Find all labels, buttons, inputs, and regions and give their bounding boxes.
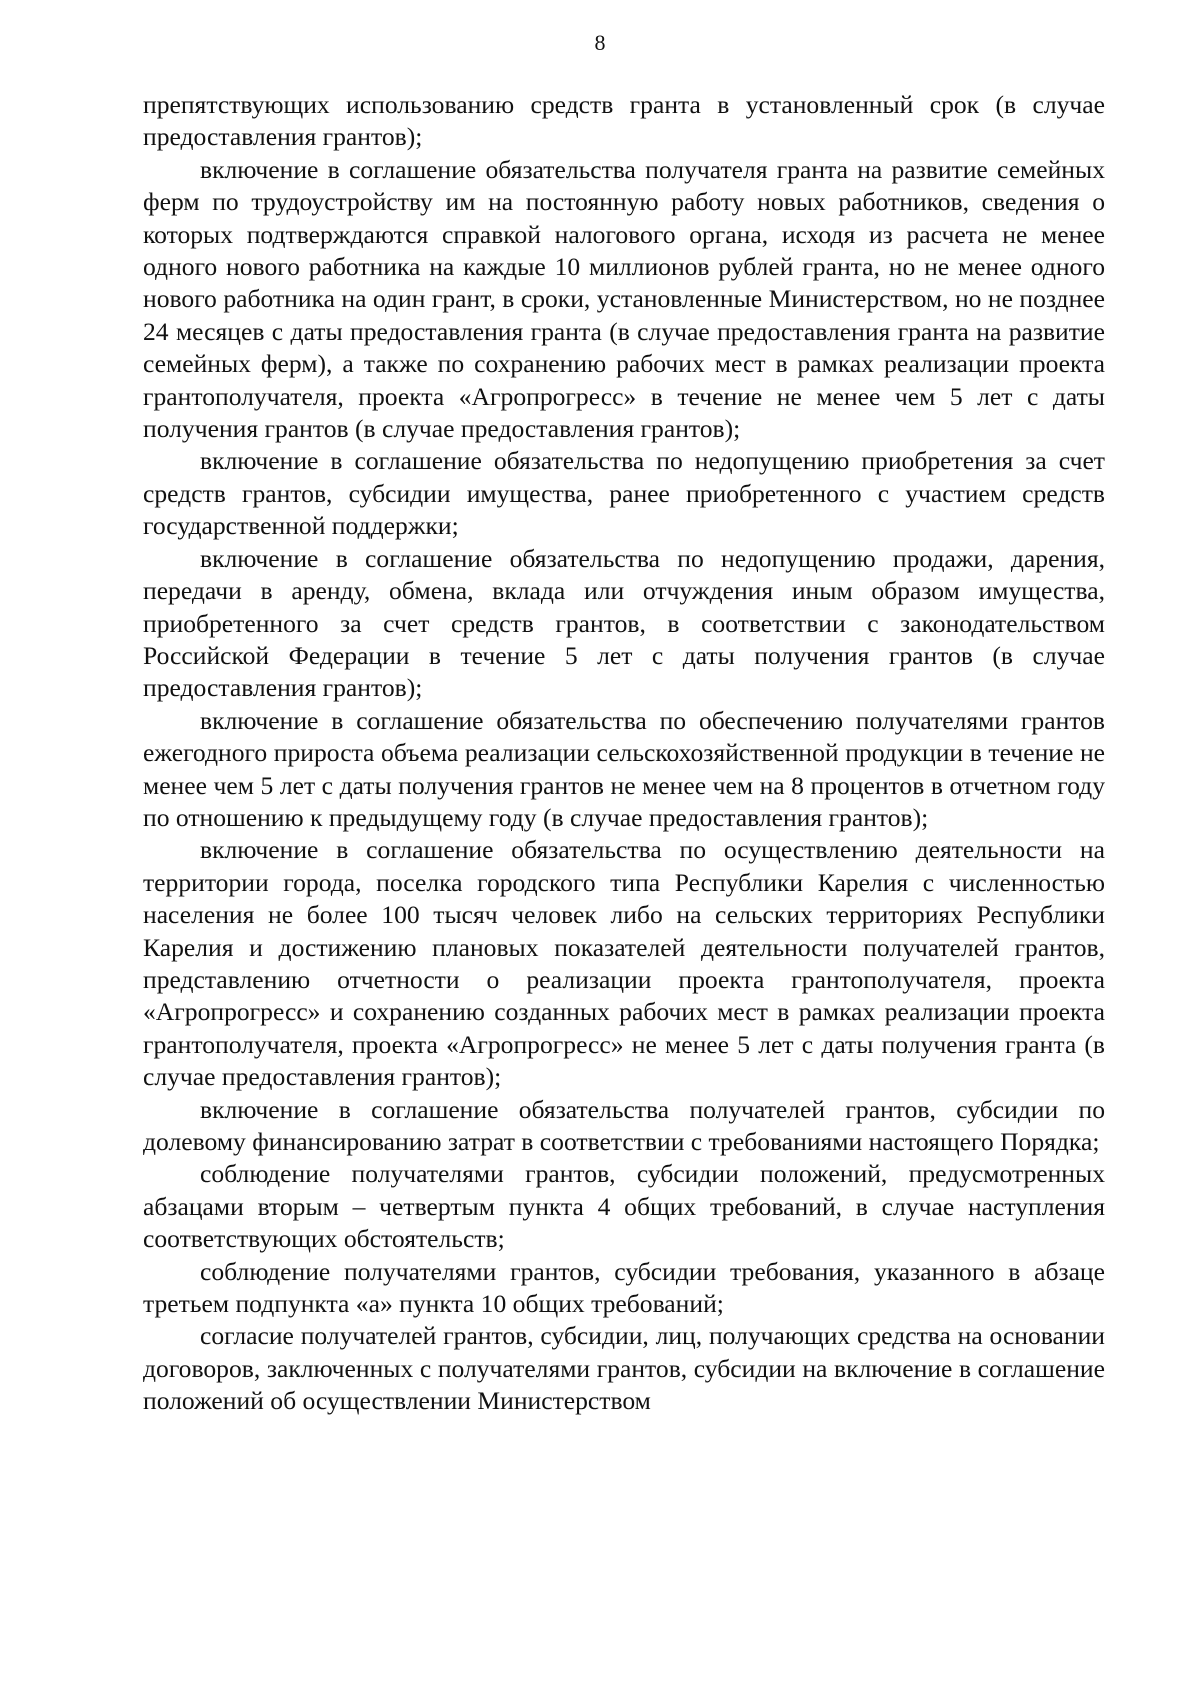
paragraph-territory-activity: включение в соглашение обязательства по осуществлению деятельности на территории города, поселка городского типа Республики Карелия с численностью населения не более 100 тысяч человек либо на сельских территориях Республики Карелия и достижению плановых показателей деятельности получателей грантов, представлению отчетности о реализации проекта грантополучателя, проекта «Агропрогресс» и сохранению созданных рабочих мест в рамках реализации проекта грантополучателя, проекта «Агропрогресс» не менее 5 лет с даты получения гранта (в случае предоставления грантов); — [143, 835, 1105, 1092]
paragraph-continuation: препятствующих использованию средств гранта в установленный срок (в случае предоставления грантов); — [143, 90, 1105, 152]
page-number: 8 — [594, 30, 606, 55]
paragraph-property-acquisition: включение в соглашение обязательства по недопущению приобретения за счет средств грантов, субсидии имущества, ранее приобретенного с участием средств государственной поддержки; — [143, 446, 1105, 541]
document-body — [143, 89, 1105, 1418]
paragraph-cofinancing: включение в соглашение обязательства получателей грантов, субсидии по долевому финансированию затрат в соответствии с требованиями настоящего Порядка; — [143, 1094, 1105, 1156]
paragraph-consent: согласие получателей грантов, субсидии, лиц, получающих средства на основании договоров, заключенных с получателями грантов, субсидии на включение в соглашение положений об осуществлении Министерством — [143, 1321, 1105, 1416]
paragraph-compliance-requirement: соблюдение получателями грантов, субсидии требования, указанного в абзаце третьем подпункта «а» пункта 10 общих требований; — [143, 1256, 1105, 1319]
paragraph-property-alienation: включение в соглашение обязательства по недопущению продажи, дарения, передачи в аренду, обмена, вклада или отчуждения иным образом имущества, приобретенного за счет средств грантов, в соответствии с законодательством Российской Федерации в течение 5 лет с даты получения грантов (в случае предоставления грантов); — [143, 543, 1105, 703]
paragraph-family-farms-employment: включение в соглашение обязательства получателя гранта на развитие семейных ферм по трудоустройству им на постоянную работу новых работников, сведения о которых подтверждаются справкой налогового органа, исходя из расчета не менее одного нового работника на каждые 10 миллионов рублей гранта, но не менее одного нового работника на один грант, в сроки, установленные Министерством, но не позднее 24 месяцев с даты предоставления гранта (в случае предоставления гранта на развитие семейных ферм), а также по сохранению рабочих мест в рамках реализации проекта грантополучателя, проекта «Агропрогресс» в течение не менее чем 5 лет с даты получения грантов (в случае предоставления грантов); — [143, 154, 1105, 444]
paragraph-sales-growth: включение в соглашение обязательства по обеспечению получателями грантов ежегодного прироста объема реализации сельскохозяйственной продукции в течение не менее чем 5 лет с даты получения грантов не менее чем на 8 процентов в отчетном году по отношению к предыдущему году (в случае предоставления грантов); — [143, 705, 1105, 832]
paragraph-compliance-provisions: соблюдение получателями грантов, субсидии положений, предусмотренных абзацами вторым – четвертым пункта 4 общих требований, в случае наступления соответствующих обстоятельств; — [143, 1159, 1105, 1254]
